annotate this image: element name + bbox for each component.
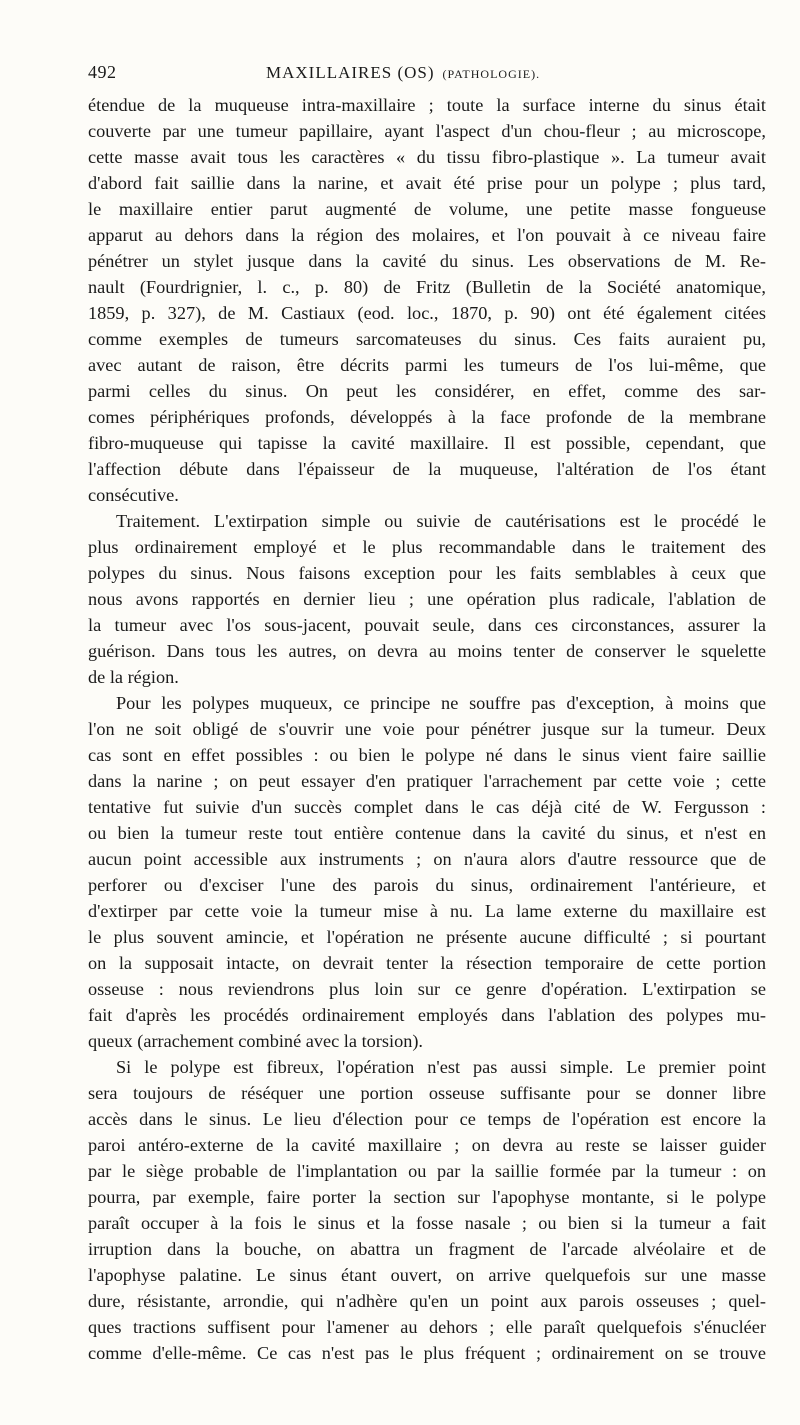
- text-line: nous avons rapportés en dernier lieu ; une opération plus radicale, l'ablation de: [88, 589, 766, 609]
- text-line: couverte par une tumeur papillaire, ayant l'aspect d'un chou-fleur ; au microscope,: [88, 121, 766, 141]
- text-line: consécutive.: [88, 485, 179, 505]
- text-line: d'abord fait saillie dans la narine, et avait été prise pour un polype ; plus tard,: [88, 173, 766, 193]
- text-line: tentative fut suivie d'un succès complet dans le cas déjà cité de W. Fergusson :: [88, 797, 766, 817]
- text-line: paroi antéro-externe de la cavité maxillaire ; on devra au reste se laisser guider: [88, 1135, 766, 1155]
- text-line: perforer ou d'exciser l'une des parois du sinus, ordinairement l'antérieure, et: [88, 875, 766, 895]
- text-line: osseuse : nous reviendrons plus loin sur ce genre d'opération. L'extirpation se: [88, 979, 766, 999]
- text-line: apparut au dehors dans la région des molaires, et l'on pouvait à ce niveau faire: [88, 225, 766, 245]
- text-line: de la région.: [88, 667, 179, 687]
- text-line: nault (Fourdrignier, l. c., p. 80) de Fritz (Bulletin de la Société anatomique,: [88, 277, 766, 297]
- text-line: ques tractions suffisent pour l'amener au dehors ; elle paraît quelquefois s'énucléer: [88, 1317, 766, 1337]
- text-line: Pour les polypes muqueux, ce principe ne souffre pas d'exception, à moins que: [116, 693, 766, 713]
- text-line: fibro-muqueuse qui tapisse la cavité maxillaire. Il est possible, cependant, que: [88, 433, 766, 453]
- text-line: cette masse avait tous les caractères « du tissu fibro-plastique ». La tumeur avait: [88, 147, 766, 167]
- text-line: comme exemples de tumeurs sarcomateuses du sinus. Ces faits auraient pu,: [88, 329, 766, 349]
- text-line: par le siège probable de l'implantation ou par la saillie formée par la tumeur : on: [88, 1161, 766, 1181]
- paragraph: [88, 1054, 766, 1366]
- text-line: queux (arrachement combiné avec la torsion).: [88, 1031, 424, 1051]
- text-line: aucun point accessible aux instruments ; on n'aura alors d'autre ressource que de: [88, 849, 766, 869]
- text-line: 1859, p. 327), de M. Castiaux (eod. loc., 1870, p. 90) ont été également citées: [88, 303, 766, 323]
- text-line: comme d'elle-même. Ce cas n'est pas le plus fréquent ; ordinairement on se trouve: [88, 1343, 766, 1363]
- book-page: [88, 62, 766, 1366]
- text-line: cas sont en effet possibles : ou bien le polype né dans le sinus vient faire saillie: [88, 745, 766, 765]
- text-line: l'apophyse palatine. Le sinus étant ouvert, on arrive quelquefois sur une masse: [88, 1265, 766, 1285]
- text-line: on la supposait intacte, on devrait tenter la résection temporaire de cette portion: [88, 953, 766, 973]
- text-line: polypes du sinus. Nous faisons exception pour les faits semblables à ceux que: [88, 563, 766, 583]
- text-line: le plus souvent amincie, et l'opération ne présente aucune difficulté ; si pourtant: [88, 927, 766, 947]
- text-line: comes périphériques profonds, développés à la face profonde de la membrane: [88, 407, 766, 427]
- text-line: dans la narine ; on peut essayer d'en pratiquer l'arrachement par cette voie ; cette: [88, 771, 766, 791]
- text-line: sera toujours de réséquer une portion osseuse suffisante pour se donner libre: [88, 1083, 766, 1103]
- text-line: pénétrer un stylet jusque dans la cavité du sinus. Les observations de M. Re-: [88, 251, 766, 271]
- text-line: ou bien la tumeur reste tout entière contenue dans la cavité du sinus, et n'est en: [88, 823, 766, 843]
- paragraph: [88, 508, 766, 690]
- paragraph: [88, 690, 766, 1054]
- text-line: l'affection débute dans l'épaisseur de la muqueuse, l'altération de l'os étant: [88, 459, 766, 479]
- paragraph: [88, 92, 766, 508]
- text-line: paraît occuper à la fois le sinus et la fosse nasale ; ou bien si la tumeur a fait: [88, 1213, 766, 1233]
- text-line: avec autant de raison, être décrits parmi les tumeurs de l'os lui-même, que: [88, 355, 766, 375]
- text-line: plus ordinairement employé et le plus recommandable dans le traitement des: [88, 537, 766, 557]
- text-line: accès dans le sinus. Le lieu d'élection pour ce temps de l'opération est encore la: [88, 1109, 766, 1129]
- text-line: Si le polype est fibreux, l'opération n'est pas aussi simple. Le premier point: [116, 1057, 766, 1077]
- text-line: Traitement. L'extirpation simple ou suivie de cautérisations est le procédé le: [116, 511, 766, 531]
- text-line: parmi celles du sinus. On peut les considérer, en effet, comme des sar-: [88, 381, 766, 401]
- page-number: 492: [88, 62, 117, 82]
- body-text: [88, 92, 766, 1366]
- running-subtitle: (PATHOLOGIE).: [442, 67, 541, 81]
- text-line: fait d'après les procédés ordinairement employés dans l'ablation des polypes mu-: [88, 1005, 766, 1025]
- text-line: dure, résistante, arrondie, qui n'adhère qu'en un point aux parois osseuses ; quel-: [88, 1291, 766, 1311]
- text-line: irruption dans la bouche, on abattra un fragment de l'arcade alvéolaire et de: [88, 1239, 766, 1259]
- text-line: l'on ne soit obligé de s'ouvrir une voie pour pénétrer jusque sur la tumeur. Deux: [88, 719, 766, 739]
- text-line: pourra, par exemple, faire porter la section sur l'apophyse montante, si le polype: [88, 1187, 766, 1207]
- text-line: guérison. Dans tous les autres, on devra au moins tenter de conserver le squelette: [88, 641, 766, 661]
- text-line: le maxillaire entier parut augmenté de volume, une petite masse fongueuse: [88, 199, 766, 219]
- running-title: MAXILLAIRES (OS): [266, 63, 435, 82]
- text-line: d'extirper par cette voie la tumeur mise à nu. La lame externe du maxillaire est: [88, 901, 766, 921]
- text-line: étendue de la muqueuse intra-maxillaire ; toute la surface interne du sinus était: [88, 95, 766, 115]
- text-line: la tumeur avec l'os sous-jacent, pouvait seule, dans ces circonstances, assurer la: [88, 615, 766, 635]
- running-header: [88, 62, 766, 92]
